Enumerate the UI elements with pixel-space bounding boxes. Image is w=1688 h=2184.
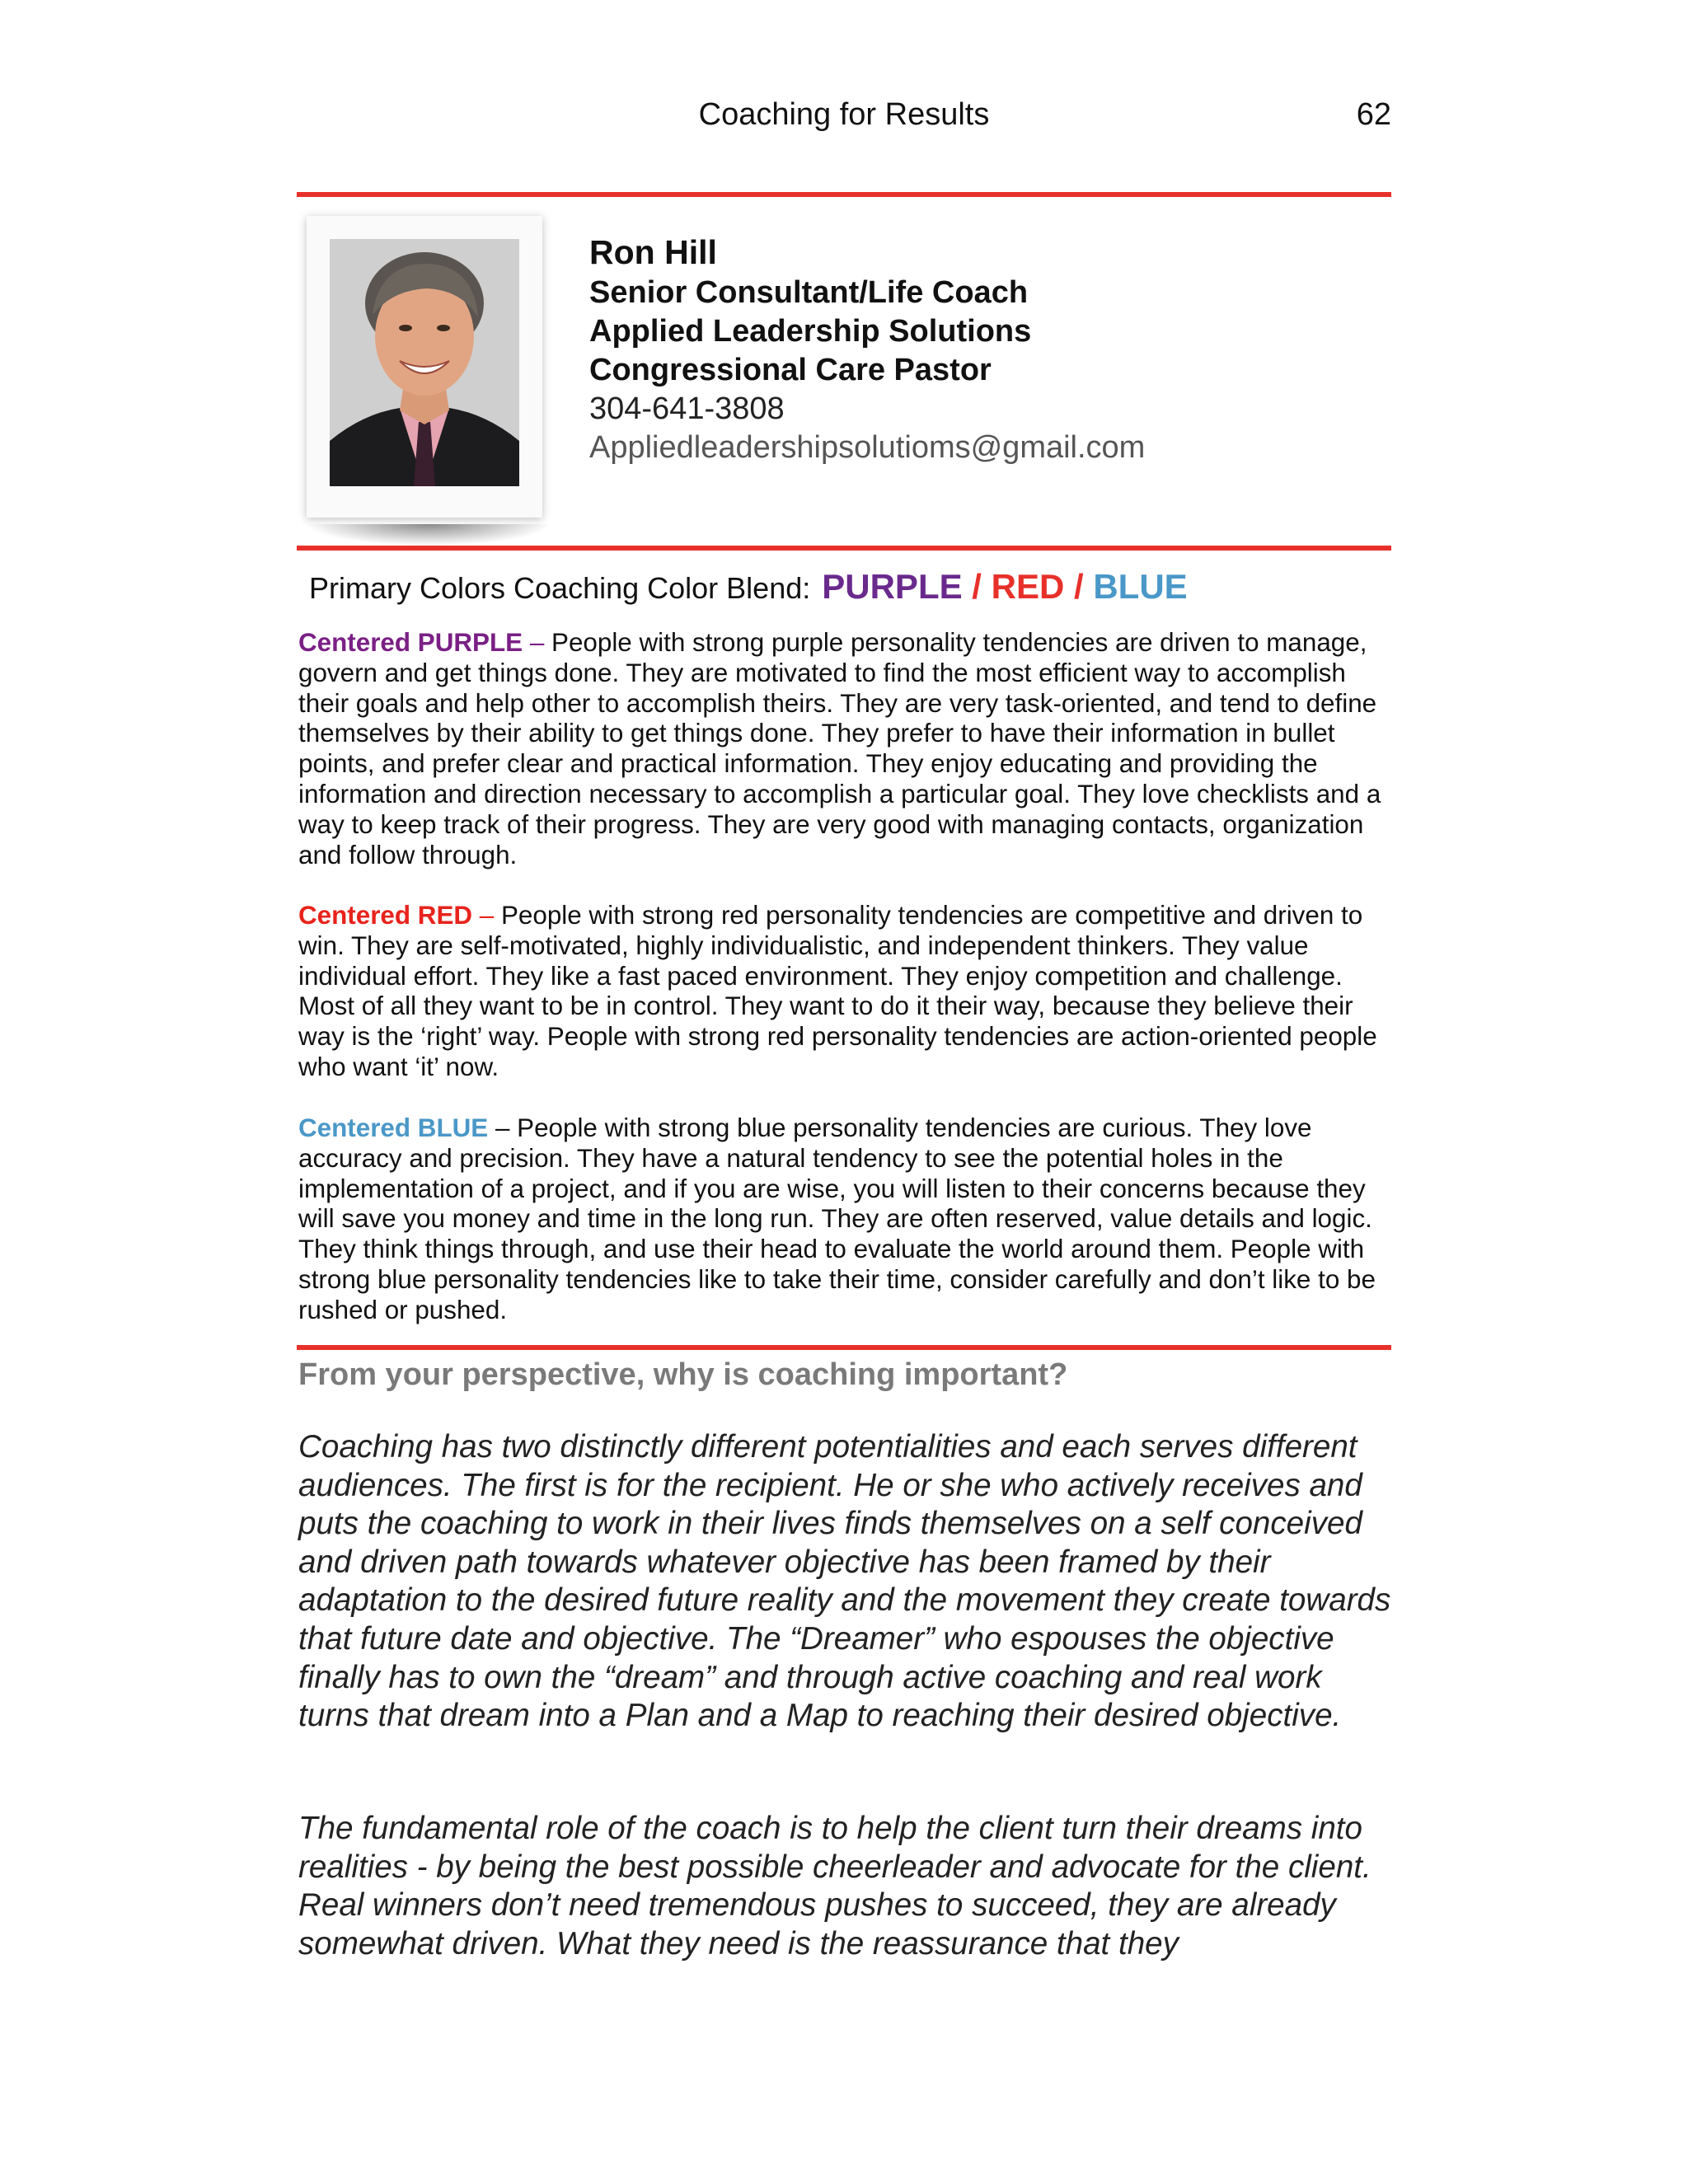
profile-name: Ron Hill bbox=[589, 233, 717, 271]
blue-dash: – bbox=[488, 1113, 518, 1142]
red-divider-middle bbox=[297, 546, 1391, 551]
answer-paragraph: The fundamental role of the coach is to help the client turn their dreams into realities - by being the best possible cheerleader and advocate for the client. Real winners don’t need tremendous pushes to succeed, they are already somewhat driven. What they need is the reassurance that they bbox=[298, 1811, 1372, 1961]
profile-email: Appliedleadershipsolutioms@gmail.com bbox=[589, 430, 1146, 465]
profile-phone: 304-641-3808 bbox=[589, 391, 785, 426]
red-text: People with strong red personality tendencies are competitive and driven to win. They are self-motivated, highly individualistic, and independent thinkers. They value individual effort. They like a fast paced environment. They enjoy competition and challenge. Most of all they want to be in control. They want to do it their way, because they believe their way is the ‘right’ way. People with strong red personality tendencies are action-oriented people who want ‘it’ now. bbox=[298, 901, 1377, 1081]
page-number: 62 bbox=[1356, 97, 1391, 132]
red-dash: – bbox=[472, 901, 501, 930]
blend-blue: BLUE bbox=[1093, 567, 1188, 606]
profile-photo bbox=[330, 239, 519, 486]
blue-heading: Centered BLUE bbox=[298, 1113, 489, 1142]
purple-dash: – bbox=[523, 628, 552, 657]
profile-block bbox=[589, 232, 1381, 467]
blend-separator: / bbox=[1064, 567, 1094, 606]
running-header-title: Coaching for Results bbox=[698, 97, 990, 132]
blend-separator: / bbox=[962, 567, 992, 606]
blue-text: People with strong blue personality tendencies are curious. They love accuracy and precision. They have a natural tendency to see the potential holes in the implementation of a project, and if you are wise, you will listen to their concerns because they will save you money and time in the long run. They are often reserved, value details and logic. They think things through, and use their head to evaluate the world around them. People with strong blue personality tendencies like to take their time, consider carefully and don’t like to be rushed or pushed. bbox=[298, 1113, 1376, 1324]
red-divider-bottom bbox=[297, 1345, 1391, 1350]
color-blend-values bbox=[822, 567, 1187, 606]
purple-description bbox=[298, 628, 1395, 870]
profile-role: Senior Consultant/Life Coach bbox=[589, 275, 1029, 310]
profile-company: Applied Leadership Solutions bbox=[589, 314, 1032, 349]
profile-photo-frame bbox=[307, 216, 542, 518]
blend-purple: PURPLE bbox=[822, 567, 963, 606]
interview-question: From your perspective, why is coaching important? bbox=[298, 1357, 1068, 1392]
profile-position: Congressional Care Pastor bbox=[589, 353, 992, 387]
red-heading: Centered RED bbox=[298, 901, 473, 930]
red-divider-top bbox=[297, 192, 1391, 197]
portrait-illustration bbox=[330, 239, 519, 486]
photo-shadow bbox=[305, 524, 552, 546]
answer-paragraph: Coaching has two distinctly different potentialities and each serves different audiences. The first is for the recipient. He or she who actively receives and puts the coaching to work in their lives finds themselves on a self conceived and driven path towards whatever objective has been framed by their adaptation to the desired future reality and the movement they create towards that future date and objective. The “Dreamer” who espouses the objective finally has to own the “dream” and through active coaching and real work turns that dream into a Plan and a Map to reaching their desired objective. bbox=[298, 1429, 1391, 1734]
red-description bbox=[298, 901, 1395, 1083]
purple-text: People with strong purple personality tendencies are driven to manage, govern and get things done. They are motivated to find the most efficient way to accomplish their goals and help other to accomplish theirs. They are very task-oriented, and tend to define themselves by their ability to get things done. They prefer to have their information in bullet points, and prefer clear and practical information. They enjoy educating and providing the information and direction necessary to accomplish a particular goal. They love checklists and a way to keep track of their progress. They are very good with managing contacts, organization and follow through. bbox=[298, 628, 1381, 869]
purple-heading: Centered PURPLE bbox=[298, 628, 523, 657]
blue-description bbox=[298, 1113, 1395, 1326]
color-blend-line bbox=[309, 567, 1188, 607]
blend-red: RED bbox=[991, 567, 1065, 606]
color-blend-label: Primary Colors Coaching Color Blend: bbox=[309, 571, 811, 605]
